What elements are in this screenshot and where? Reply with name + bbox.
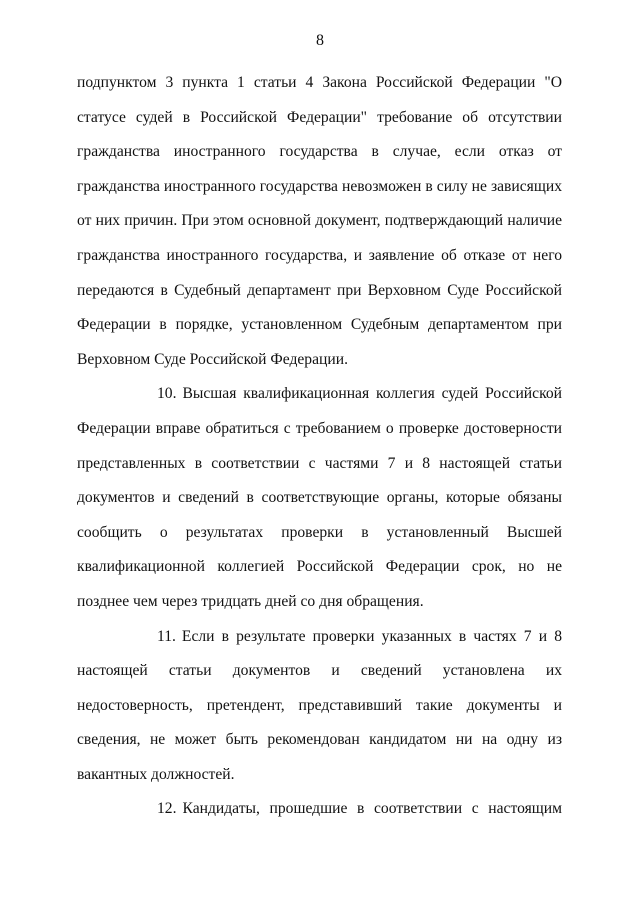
paragraph-10: [77, 377, 562, 619]
document-body: [77, 66, 562, 827]
paragraph-text: Кандидаты, прошедшие в соответствии с настоящим: [182, 800, 562, 818]
paragraph-11: [77, 620, 562, 793]
paragraph-continuation: [77, 66, 562, 377]
paragraph-text: Высшая квалификационная коллегия судей Российской Федерации вправе обратиться с требованием о проверке достоверности представленных в соответствии с частями 7 и 8 настоящей статьи документов и сведений в соответствующие органы, которые обязаны сообщить о результатах проверки в установленный Высшей квалификационной коллегией Российской Федерации срок, но не позднее чем через тридцать дней со дня обращения.: [77, 385, 562, 610]
paragraph-number: 12.: [157, 800, 177, 818]
paragraph-text: подпунктом 3 пункта 1 статьи 4 Закона Российской Федерации "О статусе судей в Российской Федерации" требование об отсутствии гражданства иностранного государства в случае, если отказ от гражданства иностранного государства невозможен в силу не зависящих от них причин. При этом основной документ, подтверждающий наличие гражданства иностранного государства, и заявление об отказе от него передаются в Судебный департамент при Верховном Суде Российской Федерации в порядке, установленном Судебным департаментом при Верховном Суде Российской Федерации.: [77, 74, 562, 368]
paragraph-number: 11.: [157, 627, 176, 645]
page-number: 8: [316, 32, 324, 49]
paragraph-number: 10.: [157, 385, 177, 403]
paragraph-12: [77, 792, 562, 827]
paragraph-text: Если в результате проверки указанных в частях 7 и 8 настоящей статьи документов и сведений установлена их недостоверность, претендент, представивший такие документы и сведения, не может быть рекомендован кандидатом ни на одну из вакантных должностей.: [77, 627, 562, 783]
